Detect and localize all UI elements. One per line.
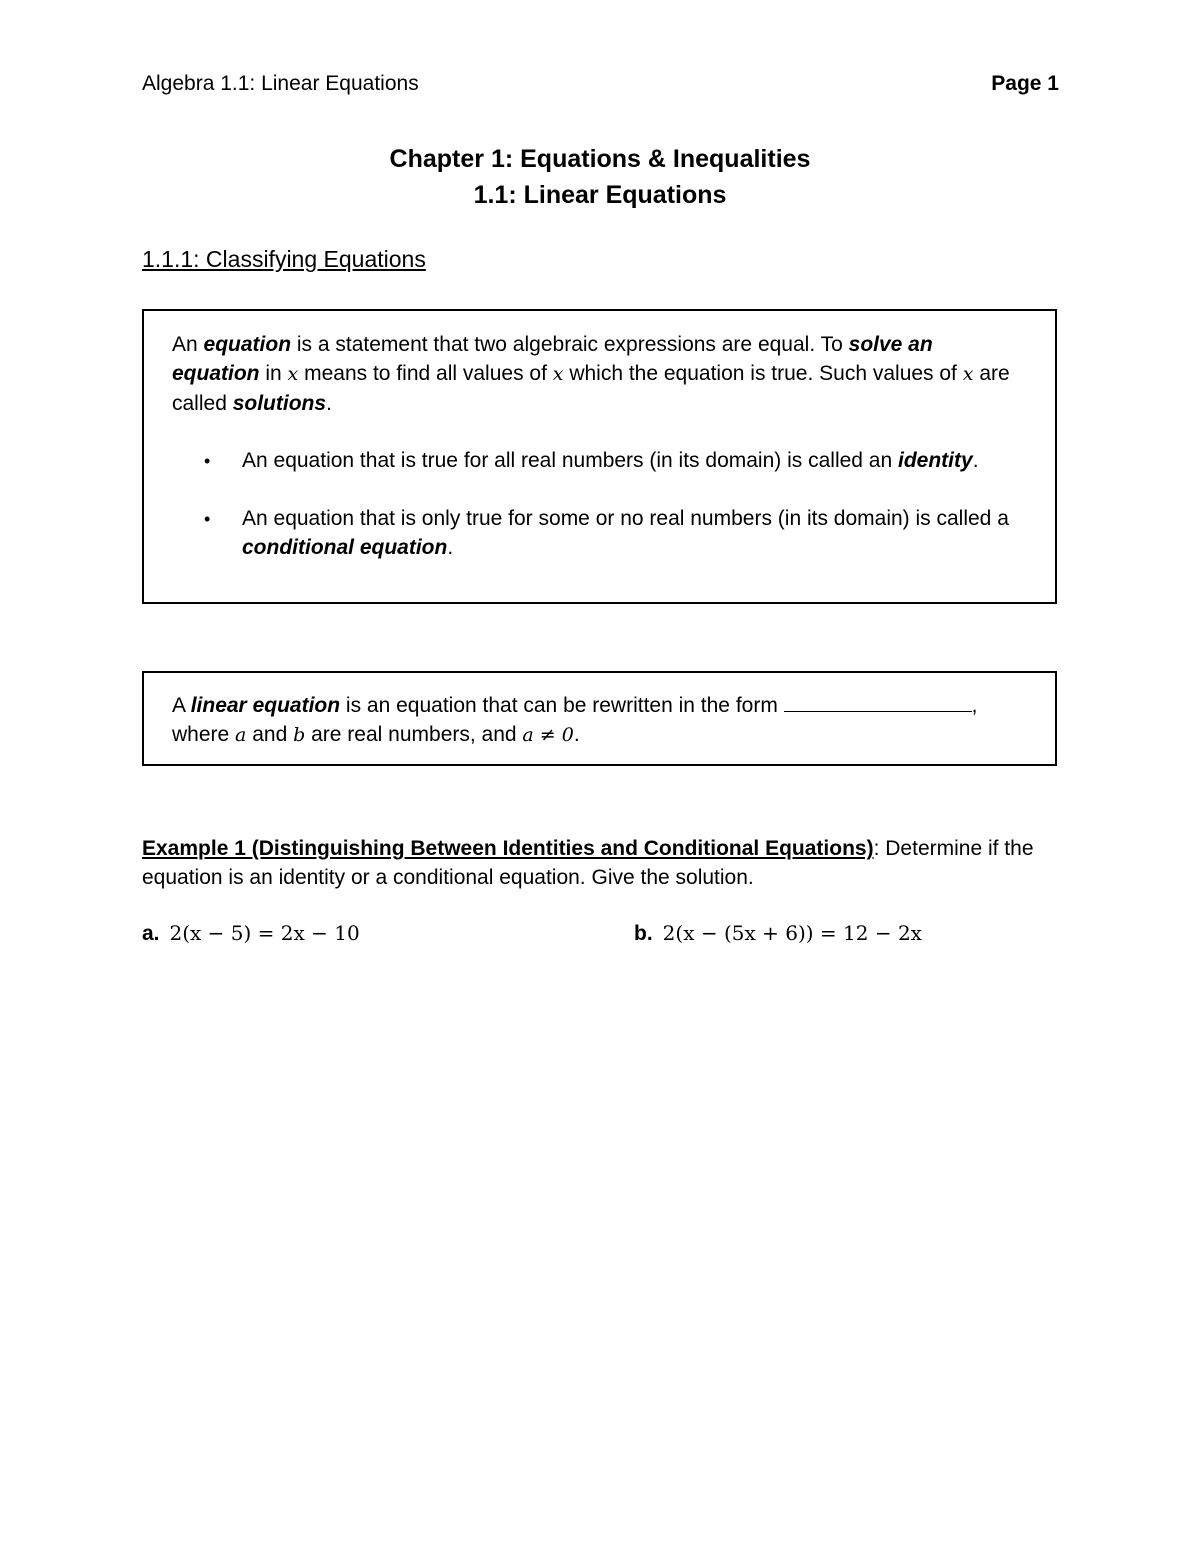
linear-equation-box [142,671,1057,766]
term-linear-equation: linear equation [190,694,341,717]
bullet-marker: • [204,451,211,471]
definition-paragraph: An equation is a statement that two algebraic expressions are equal. To solve an equation in x means to find all values of x which the equation is true. Such values of x are called solutions. [172,333,1010,415]
bullet-marker: • [204,509,211,529]
example-instructions: Determine if the equation is an identity or a conditional equation. Give the solution. [142,837,1034,889]
term-conditional-equation: conditional equation [242,536,448,559]
section-title: 1.1: Linear Equations [473,181,727,209]
term-solutions: solutions [232,392,327,415]
chapter-title: Chapter 1: Equations & Inequalities [389,145,811,173]
equation-b: 2(x − (5x + 6)) = 12 − 2x [662,921,922,945]
bullet-conditional: An equation that is only true for some or no real numbers (in its domain) is called a conditional equation. [242,507,1009,559]
term-identity: identity [898,449,973,472]
term-solve-an-equation: solve an equation [172,333,933,385]
problem-a: a. 2(x − 5) = 2x − 10 [142,921,360,945]
fill-in-blank [784,691,972,712]
linear-definition-paragraph: A linear equation is an equation that can be rewritten in the form , where a and b are real numbers, and a ≠ 0. [172,691,1025,750]
running-header-title: Algebra 1.1: Linear Equations [142,72,419,95]
example-1: Example 1 (Distinguishing Between Identities and Conditional Equations): Determine if the equation is an identity or a conditional equation. Give the solution. [142,837,1034,889]
bullet-identity: An equation that is true for all real numbers (in its domain) is called an identity. [242,449,979,472]
problem-b: b. 2(x − (5x + 6)) = 12 − 2x [634,921,922,945]
definition-box [142,309,1057,604]
equation-a: 2(x − 5) = 2x − 10 [169,921,360,945]
subsection-title: 1.1.1: Classifying Equations [142,246,426,272]
term-equation: equation [203,333,292,356]
example-label: Example 1 (Distinguishing Between Identities and Conditional Equations) [142,837,874,860]
page-number: Page 1 [991,72,1059,95]
